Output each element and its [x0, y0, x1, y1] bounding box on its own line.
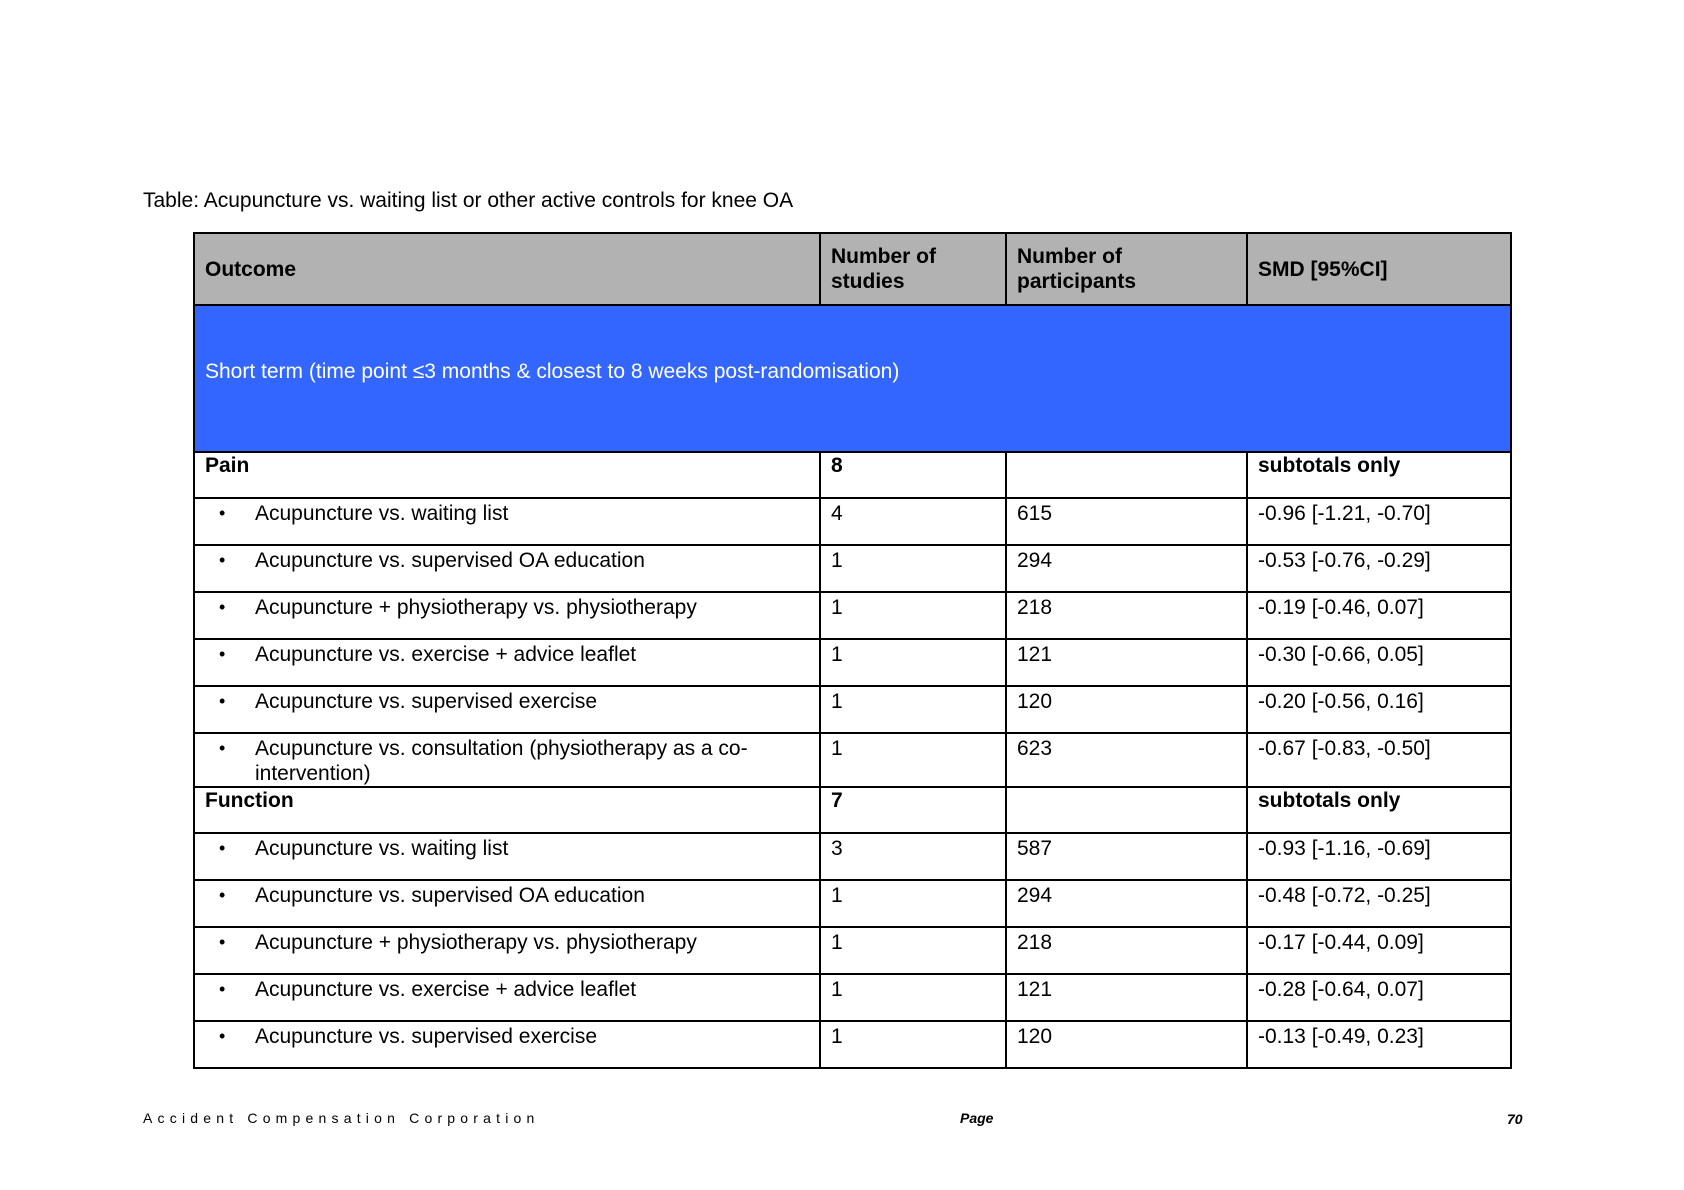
smd-cell: -0.53 [-0.76, -0.29]: [1247, 545, 1511, 592]
footer-page-number: 70: [1507, 1111, 1523, 1127]
group-smd: subtotals only: [1247, 452, 1511, 498]
comparison-cell: [194, 545, 820, 592]
participants-cell: 587: [1006, 833, 1247, 880]
header-participants: Number of participants: [1006, 233, 1247, 305]
header-smd: SMD [95%CI]: [1247, 233, 1511, 305]
participants-cell: 218: [1006, 927, 1247, 974]
bullet-icon: •: [219, 503, 226, 523]
table-row: [194, 974, 1511, 1021]
bullet-icon: •: [219, 738, 226, 758]
comparison-item: [205, 1024, 809, 1049]
comparison-label: Acupuncture vs. supervised exercise: [255, 1025, 597, 1048]
bullet-icon: •: [219, 550, 226, 570]
bullet-icon: •: [219, 1026, 226, 1046]
header-row: [194, 233, 1511, 305]
studies-cell: 1: [820, 927, 1006, 974]
smd-cell: -0.67 [-0.83, -0.50]: [1247, 733, 1511, 787]
studies-cell: 3: [820, 833, 1006, 880]
smd-cell: -0.13 [-0.49, 0.23]: [1247, 1021, 1511, 1068]
smd-cell: -0.93 [-1.16, -0.69]: [1247, 833, 1511, 880]
comparison-label: Acupuncture + physiotherapy vs. physiotherapy: [255, 931, 697, 954]
results-table: [193, 232, 1512, 1069]
table-row: [194, 833, 1511, 880]
table-row: [194, 639, 1511, 686]
bullet-icon: •: [219, 838, 226, 858]
participants-cell: 121: [1006, 974, 1247, 1021]
comparison-cell: [194, 498, 820, 545]
studies-cell: 1: [820, 686, 1006, 733]
comparison-cell: [194, 733, 820, 787]
bullet-icon: •: [219, 885, 226, 905]
participants-cell: 294: [1006, 545, 1247, 592]
comparison-item: [205, 930, 809, 955]
group-name: Function: [194, 787, 820, 833]
table-row: [194, 592, 1511, 639]
bullet-icon: •: [219, 979, 226, 999]
comparison-label: Acupuncture vs. supervised OA education: [255, 549, 645, 572]
participants-cell: 121: [1006, 639, 1247, 686]
table-row: [194, 733, 1511, 787]
participants-cell: 623: [1006, 733, 1247, 787]
studies-cell: 1: [820, 974, 1006, 1021]
bullet-icon: •: [219, 932, 226, 952]
comparison-cell: [194, 927, 820, 974]
smd-cell: -0.96 [-1.21, -0.70]: [1247, 498, 1511, 545]
table-row: [194, 498, 1511, 545]
studies-cell: 1: [820, 1021, 1006, 1068]
header-outcome: Outcome: [194, 233, 820, 305]
table-body: [194, 233, 1511, 1068]
header-studies: Number of studies: [820, 233, 1006, 305]
group-participants: [1006, 787, 1247, 833]
group-studies: 7: [820, 787, 1006, 833]
comparison-cell: [194, 974, 820, 1021]
smd-cell: -0.48 [-0.72, -0.25]: [1247, 880, 1511, 927]
studies-cell: 1: [820, 592, 1006, 639]
bullet-icon: •: [219, 597, 226, 617]
comparison-item: [205, 736, 809, 786]
smd-cell: -0.28 [-0.64, 0.07]: [1247, 974, 1511, 1021]
comparison-label: Acupuncture vs. waiting list: [255, 837, 509, 860]
group-row: [194, 787, 1511, 833]
comparison-item: [205, 642, 809, 667]
table-caption: Table: Acupuncture vs. waiting list or other active controls for knee OA: [143, 189, 794, 212]
group-participants: [1006, 452, 1247, 498]
smd-cell: -0.20 [-0.56, 0.16]: [1247, 686, 1511, 733]
participants-cell: 294: [1006, 880, 1247, 927]
comparison-label: Acupuncture vs. supervised exercise: [255, 690, 597, 713]
studies-cell: 1: [820, 639, 1006, 686]
bullet-icon: •: [219, 644, 226, 664]
comparison-item: [205, 883, 809, 908]
comparison-cell: [194, 833, 820, 880]
comparison-label: Acupuncture vs. supervised OA education: [255, 884, 645, 907]
comparison-item: [205, 689, 809, 714]
table-row: [194, 545, 1511, 592]
comparison-item: [205, 977, 809, 1002]
studies-cell: 4: [820, 498, 1006, 545]
participants-cell: 615: [1006, 498, 1247, 545]
participants-cell: 218: [1006, 592, 1247, 639]
table-row: [194, 880, 1511, 927]
group-name: Pain: [194, 452, 820, 498]
comparison-cell: [194, 686, 820, 733]
participants-cell: 120: [1006, 686, 1247, 733]
footer-page-label: Page: [960, 1110, 994, 1126]
group-studies: 8: [820, 452, 1006, 498]
comparison-item: [205, 595, 809, 620]
smd-cell: -0.30 [-0.66, 0.05]: [1247, 639, 1511, 686]
comparison-item: [205, 548, 809, 573]
section-label: Short term (time point ≤3 months & closest to 8 weeks post-randomisation): [194, 305, 1511, 452]
footer-organization: Accident Compensation Corporation: [143, 1110, 540, 1126]
studies-cell: 1: [820, 545, 1006, 592]
table-row: [194, 1021, 1511, 1068]
studies-cell: 1: [820, 880, 1006, 927]
bullet-icon: •: [219, 691, 226, 711]
section-row: [194, 305, 1511, 452]
comparison-cell: [194, 1021, 820, 1068]
comparison-cell: [194, 592, 820, 639]
comparison-label: Acupuncture vs. consultation (physiotherapy as a co-intervention): [255, 737, 748, 785]
table-row: [194, 927, 1511, 974]
comparison-label: Acupuncture vs. exercise + advice leaflet: [255, 643, 637, 666]
comparison-cell: [194, 880, 820, 927]
participants-cell: 120: [1006, 1021, 1247, 1068]
comparison-cell: [194, 639, 820, 686]
comparison-label: Acupuncture + physiotherapy vs. physiotherapy: [255, 596, 697, 619]
comparison-label: Acupuncture vs. waiting list: [255, 502, 509, 525]
table-row: [194, 686, 1511, 733]
comparison-item: [205, 836, 809, 861]
group-smd: subtotals only: [1247, 787, 1511, 833]
smd-cell: -0.19 [-0.46, 0.07]: [1247, 592, 1511, 639]
studies-cell: 1: [820, 733, 1006, 787]
group-row: [194, 452, 1511, 498]
comparison-label: Acupuncture vs. exercise + advice leaflet: [255, 978, 637, 1001]
smd-cell: -0.17 [-0.44, 0.09]: [1247, 927, 1511, 974]
comparison-item: [205, 501, 809, 526]
